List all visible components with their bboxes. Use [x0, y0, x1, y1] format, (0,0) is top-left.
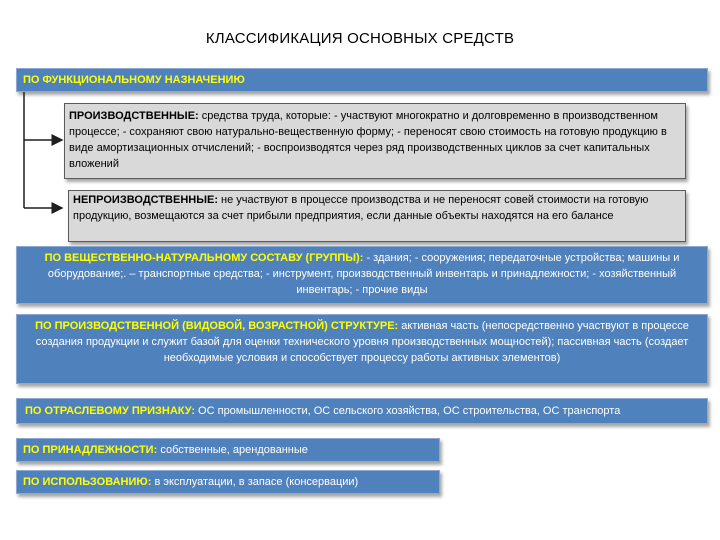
material-composition-box — [16, 246, 708, 304]
nonproductive-label: НЕПРОИЗВОДСТВЕННЫЕ: — [73, 194, 218, 206]
ownership-label: ПО ПРИНАДЛЕЖНОСТИ: — [23, 444, 158, 456]
functional-purpose-heading: ПО ФУНКЦИОНАЛЬНОМУ НАЗНАЧЕНИЮ — [23, 74, 245, 86]
usage-box — [16, 470, 440, 494]
page-title: КЛАССИФИКАЦИЯ ОСНОВНЫХ СРЕДСТВ — [205, 30, 515, 47]
industry-box — [16, 398, 708, 424]
productive-text: средства труда, которые: - участвуют многократно и долговременно в производственном процессе; - сохраняют свою натурально-вещественную форму; - переносят свою стоимость на готовую продукцию в виде амортизационных отчислений; - воспроизводятся через ряд производственных циклов за счет капитальных вложений — [69, 110, 667, 170]
material-composition-text: - здания; - сооружения; передаточные устройства; машины и оборудование;. – транспортные средства; - инструмент, производственный инвентарь и принадлежности; - хозяйственный инвентарь; - прочие виды — [47, 252, 680, 296]
ownership-box — [16, 438, 440, 462]
industry-label: ПО ОТРАСЛЕВОМУ ПРИЗНАКУ: — [25, 405, 195, 417]
nonproductive-text: не участвуют в процессе производства и не переносят совей стоимости на готовую продукцию, возмещаются за счет прибыли предприятия, если данные объекты находятся на его балансе — [73, 194, 649, 222]
usage-label: ПО ИСПОЛЬЗОВАНИЮ: — [23, 476, 152, 488]
industry-text: ОС промышленности, ОС сельского хозяйства, ОС строительства, ОС транспорта — [195, 405, 621, 417]
productive-box — [64, 103, 686, 179]
usage-text: в эксплуатации, в запасе (консервации) — [151, 476, 359, 488]
productive-label: ПРОИЗВОДСТВЕННЫЕ: — [69, 110, 199, 122]
material-composition-label: ПО ВЕЩЕСТВЕННО-НАТУРАЛЬНОМУ СОСТАВУ (ГРУППЫ): — [44, 252, 364, 264]
production-structure-label: ПО ПРОИЗВОДСТВЕННОЙ (ВИДОВОЙ, ВОЗРАСТНОЙ) СТРУКТУРЕ: — [35, 320, 399, 332]
nonproductive-box — [68, 190, 686, 242]
production-structure-box — [16, 314, 708, 384]
ownership-text: собственные, арендованные — [157, 444, 308, 456]
production-structure-text: активная часть (непосредственно участвуют в процессе создания продукции и служит базой для оценки технического уровня производственных мощностей); пассивная часть (создает необходимые условия и способствует процессу работы активных элементов) — [35, 320, 689, 364]
